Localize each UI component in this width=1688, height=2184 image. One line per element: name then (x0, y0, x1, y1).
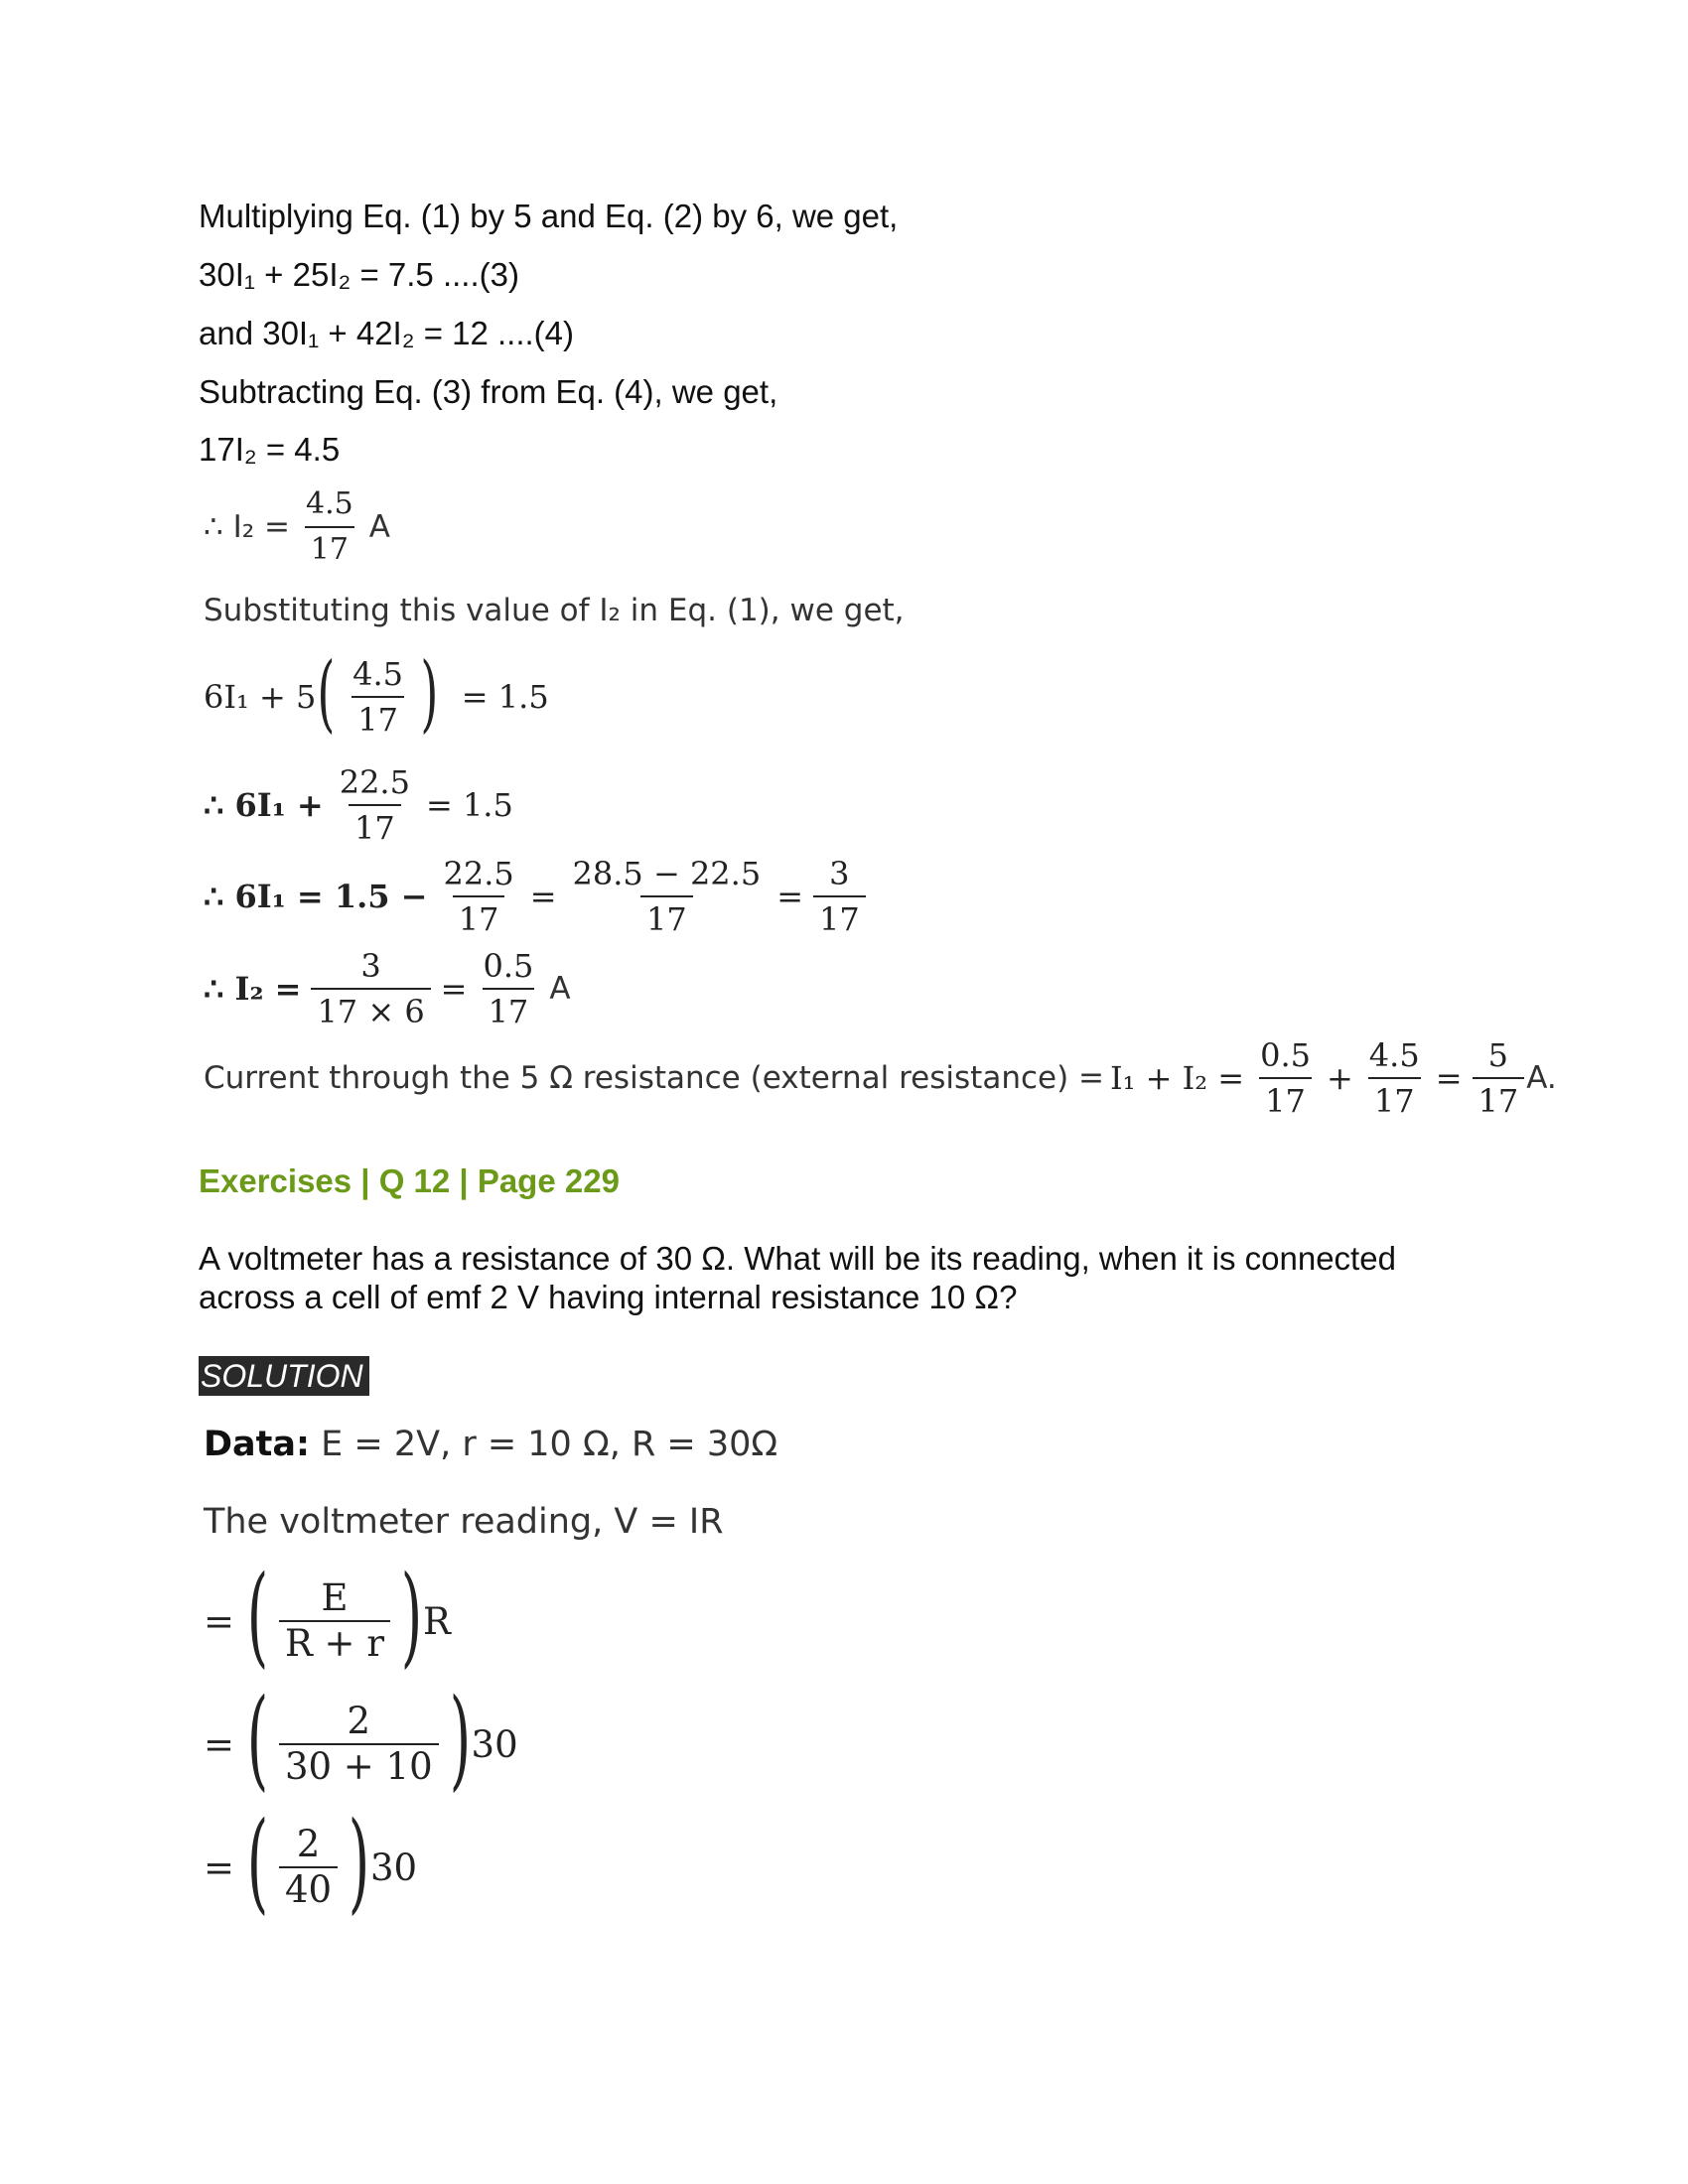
eq-step-2 (204, 764, 513, 846)
data-line (204, 1425, 777, 1464)
fraction-22.5-17 (334, 764, 416, 846)
equals-sign: = (204, 1722, 235, 1766)
eq-step3-lhs: ∴ 6I₁ = 1.5 − (204, 878, 428, 915)
factor-30: 30 (471, 1722, 518, 1766)
eq-17i2-text: 17I₂ = 4.5 (199, 431, 341, 468)
right-paren: ) (420, 644, 439, 742)
fraction-denominator: 17 (453, 895, 505, 937)
eq-vr-1 (204, 1552, 451, 1679)
left-paren: ( (246, 1552, 269, 1679)
fraction-numerator: E (321, 1576, 349, 1619)
fraction-22.5-17-b (437, 856, 519, 937)
equals-sign: = (204, 1599, 235, 1643)
text-subtracting: Subtracting Eq. (3) from Eq. (4), we get, (199, 373, 778, 410)
text-line-subtracting (199, 372, 777, 412)
fraction-numerator: 4.5 (1368, 1036, 1420, 1074)
left-paren: ( (246, 1675, 269, 1802)
right-paren: ) (348, 1798, 370, 1925)
fraction-3-17 (813, 856, 866, 937)
equals-sign: = (1435, 1059, 1463, 1097)
fraction-denominator: R + r (279, 1620, 390, 1662)
eq-step4-lhs: ∴ I₂ = (204, 970, 302, 1008)
right-paren: ) (400, 1552, 423, 1679)
fraction-28.5-minus-22.5 (567, 856, 768, 937)
eq-step2-rhs: = 1.5 (425, 786, 513, 824)
text-line-1 (199, 197, 898, 236)
eq-sub-lhs: 6I₁ + 5 (204, 678, 317, 716)
fraction-denominator: 17 (1259, 1077, 1312, 1119)
eq-step2-lhs: ∴ 6I₁ + (204, 786, 324, 824)
left-paren: ( (317, 644, 336, 742)
fraction-5-17 (1473, 1037, 1525, 1119)
current-sum-lhs: I₁ + I₂ = (1110, 1059, 1245, 1097)
eq-i2-value (204, 486, 390, 568)
current-text: Current through the 5 Ω resistance (external resistance) = (204, 1060, 1105, 1096)
eq-step-3 (204, 856, 876, 937)
plus-sign: + (1326, 1059, 1353, 1097)
equals-sign: = (776, 878, 803, 915)
data-values: E = 2V, r = 10 Ω, R = 30Ω (321, 1425, 778, 1464)
fraction-denominator: 17 (1368, 1077, 1421, 1119)
equation-17i2 (199, 430, 340, 470)
fraction-2-over-30-plus-10 (279, 1700, 439, 1788)
equals-sign: = (440, 970, 468, 1008)
fraction-denominator: 40 (279, 1866, 338, 1908)
eq-vr-2 (204, 1675, 518, 1802)
fraction-4.5-17-c (1363, 1037, 1426, 1119)
eq-vr-3 (204, 1798, 418, 1925)
fraction-numerator: 2 (347, 1700, 371, 1742)
therefore-i2-label: ∴ I₂ = (204, 509, 290, 545)
eq4-text: and 30I₁ + 42I₂ = 12 ....(4) (199, 315, 575, 351)
fraction-denominator: 30 + 10 (279, 1743, 439, 1785)
data-label: Data: (204, 1425, 311, 1464)
fraction-denominator: 17 (349, 804, 401, 846)
fraction-3-17x6 (311, 948, 430, 1029)
text-multiplying: Multiplying Eq. (1) by 5 and Eq. (2) by 6, we get, (199, 198, 899, 234)
fraction-numerator: 4.5 (305, 486, 353, 521)
eq-sub-rhs: = 1.5 (461, 678, 549, 716)
fraction-numerator: 5 (1487, 1036, 1509, 1074)
exercise-heading: Exercises | Q 12 | Page 229 (199, 1162, 620, 1199)
fraction-E-over-R-plus-r (279, 1576, 390, 1665)
fraction-numerator: 28.5 − 22.5 (572, 855, 762, 892)
question-text: A voltmeter has a resistance of 30 Ω. What will be its reading, when it is connected across a cell of emf 2 V having internal resistance 10 Ω? (199, 1240, 1396, 1315)
factor-30: 30 (369, 1845, 418, 1889)
equation-4 (199, 314, 574, 353)
eq3-text: 30I₁ + 25I₂ = 7.5 ....(3) (199, 256, 519, 293)
fraction-numerator: 3 (360, 947, 381, 985)
text-substituting-span: Substituting this value of I₂ in Eq. (1), we get, (204, 593, 905, 628)
fraction-denominator: 17 (483, 988, 535, 1029)
solution-label: SOLUTION (199, 1356, 369, 1396)
voltmeter-reading-text: The voltmeter reading, V = IR (204, 1502, 724, 1542)
fraction-0.5-17-b (1254, 1037, 1317, 1119)
fraction-numerator: 2 (296, 1823, 321, 1865)
fraction-denominator: 17 (640, 895, 693, 937)
factor-R: R (422, 1599, 451, 1643)
fraction-numerator: 4.5 (352, 655, 404, 693)
fraction-numerator: 0.5 (1260, 1036, 1311, 1074)
voltmeter-reading-line (204, 1502, 724, 1542)
fraction-2-over-40 (279, 1823, 338, 1911)
right-paren: ) (449, 1675, 471, 1802)
equation-3 (199, 255, 519, 295)
fraction-numerator: 22.5 (443, 855, 514, 892)
fraction-numerator: 0.5 (483, 947, 534, 985)
fraction-denominator: 17 (305, 526, 354, 568)
fraction-numerator: 22.5 (339, 763, 410, 801)
fraction-denominator: 17 (813, 895, 866, 937)
fraction-numerator: 3 (829, 855, 850, 892)
text-substituting (204, 591, 905, 630)
fraction-denominator: 17 (1473, 1077, 1525, 1119)
equals-sign: = (204, 1845, 235, 1889)
unit-label: A (368, 509, 390, 545)
eq-substitution (204, 644, 549, 742)
unit-label: A (549, 971, 571, 1007)
eq-step-4 (204, 948, 571, 1029)
fraction-4.5-17 (300, 486, 359, 568)
left-paren: ( (246, 1798, 269, 1925)
fraction-0.5-17 (477, 948, 539, 1029)
fraction-denominator: 17 (352, 696, 404, 738)
equals-sign: = (529, 878, 557, 915)
fraction-denominator: 17 × 6 (311, 988, 430, 1029)
unit-label: A. (1526, 1060, 1557, 1096)
fraction-4.5-17-b (347, 656, 409, 738)
eq-current-total (204, 1037, 1557, 1119)
